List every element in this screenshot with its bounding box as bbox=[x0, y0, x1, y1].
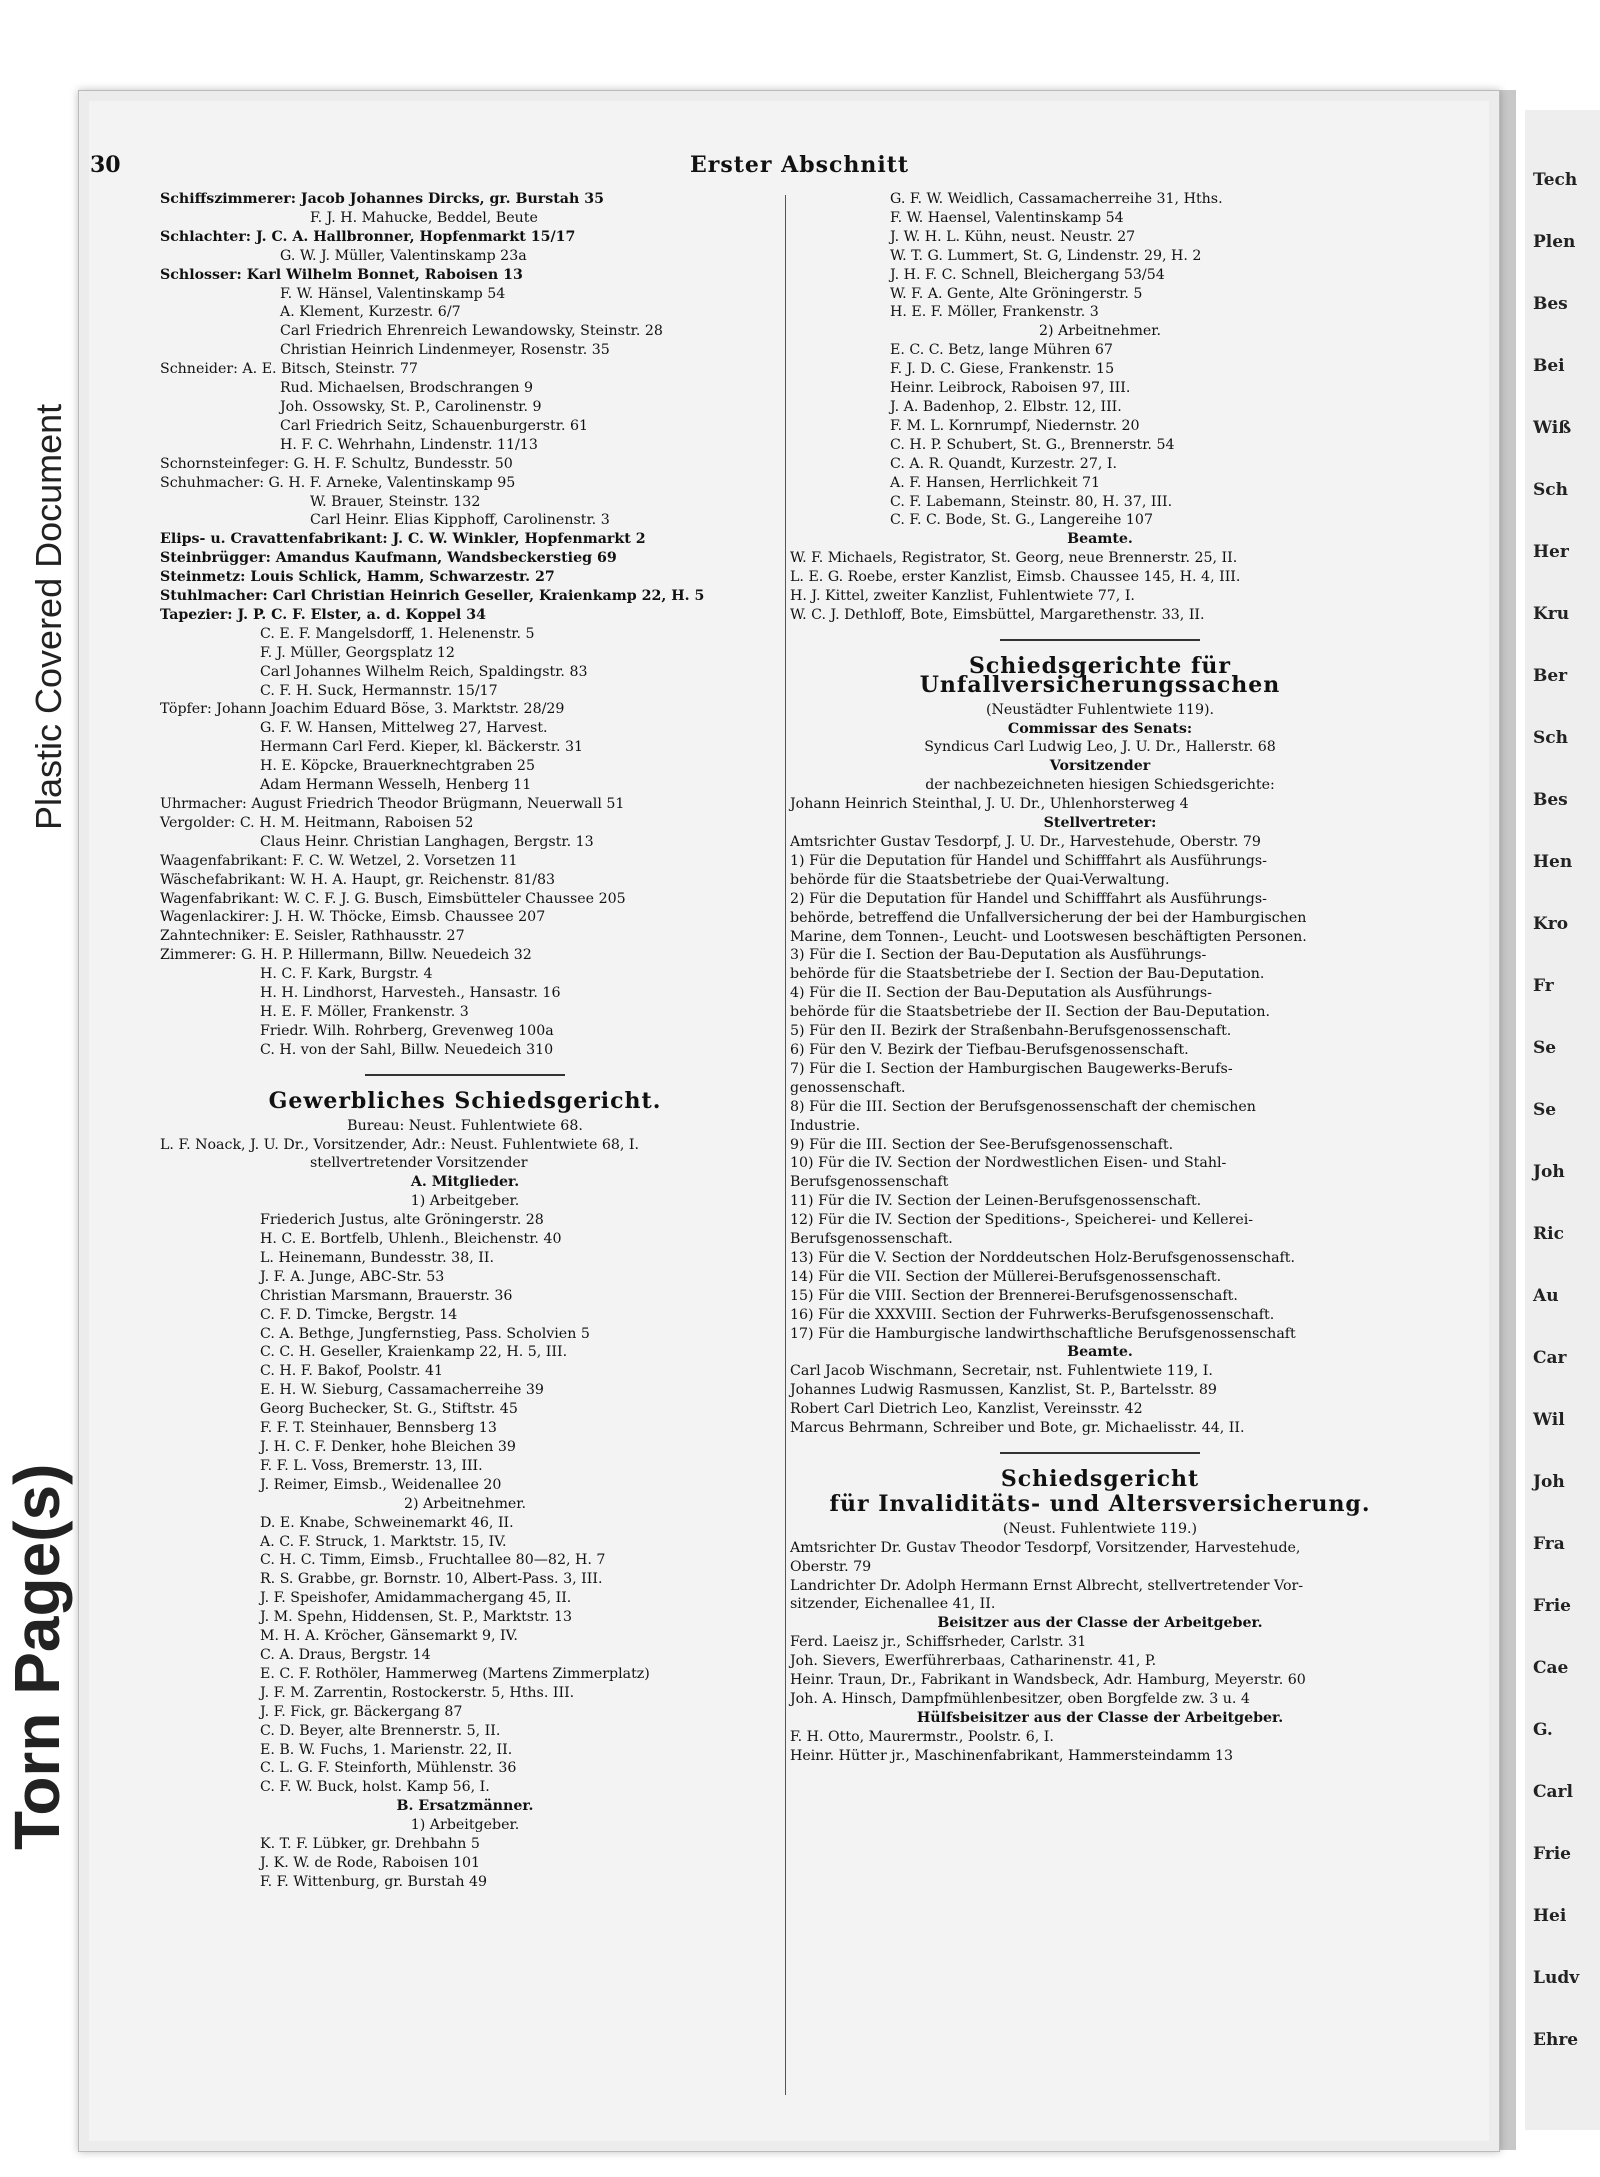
next-page-fragment: Ber bbox=[1533, 666, 1568, 686]
text-line: 9) Für die III. Section der See-Berufsgenossenschaft. bbox=[790, 1136, 1174, 1153]
text-line: F. J. H. Mahucke, Beddel, Beute bbox=[310, 209, 538, 226]
text-line: G. W. J. Müller, Valentinskamp 23a bbox=[280, 247, 527, 264]
right-top-list bbox=[790, 190, 1410, 322]
next-page-fragment: Kru bbox=[1533, 604, 1570, 624]
next-page-fragment: Ehre bbox=[1533, 2030, 1579, 2050]
unfall-title: Schiedsgerichte für Unfallversicherungssachen bbox=[919, 652, 1281, 698]
ag2-list bbox=[160, 1835, 770, 1892]
next-page-fragment: Sch bbox=[1533, 480, 1568, 500]
text-line: A. Klement, Kurzestr. 6/7 bbox=[280, 304, 461, 321]
next-page-fragment: Ludv bbox=[1533, 1968, 1580, 1988]
text-line: Industrie. bbox=[790, 1117, 861, 1134]
text-line: Joh. A. Hinsch, Dampfmühlenbesitzer, oben Borgfelde zw. 3 u. 4 bbox=[790, 1690, 1250, 1707]
an-list bbox=[160, 1514, 770, 1798]
right-an-list bbox=[790, 341, 1410, 530]
text-line: W. F. A. Gente, Alte Gröningerstr. 5 bbox=[890, 285, 1143, 302]
text-line: 13) Für die V. Section der Norddeutschen Holz-Berufsgenossenschaft. bbox=[790, 1249, 1296, 1266]
text-line: Georg Buchecker, St. G., Stiftstr. 45 bbox=[260, 1401, 518, 1418]
page-title: Erster Abschnitt bbox=[690, 152, 910, 178]
text-line: C. C. H. Geseller, Kraienkamp 22, H. 5, III. bbox=[260, 1344, 568, 1361]
text-line: Marine, dem Tonnen-, Leucht- und Lootswesen beschäftigten Personen. bbox=[790, 928, 1307, 945]
text-line: 4) Für die II. Section der Bau-Deputation als Ausführungs- bbox=[790, 985, 1212, 1002]
right-beamte-head: Beamte. bbox=[1067, 531, 1133, 548]
text-line: Steinbrügger: Amandus Kaufmann, Wandsbeckerstieg 69 bbox=[160, 550, 617, 567]
next-page-fragment: Plen bbox=[1533, 232, 1576, 252]
trade-list bbox=[160, 190, 770, 1060]
text-line: Johannes Ludwig Rasmussen, Kanzlist, St. P., Bartelsstr. 89 bbox=[790, 1382, 1217, 1399]
text-line: Oberstr. 79 bbox=[790, 1558, 872, 1575]
text-line: Ferd. Laeisz jr., Schiffsrheder, Carlstr. 31 bbox=[790, 1634, 1087, 1651]
next-page-fragment: Ric bbox=[1533, 1224, 1564, 1244]
next-page-fragment: Frie bbox=[1533, 1844, 1572, 1864]
text-line: E. H. W. Sieburg, Cassamacherreihe 39 bbox=[260, 1382, 544, 1399]
text-line: J. W. H. L. Kühn, neust. Neustr. 27 bbox=[890, 228, 1136, 245]
text-line: Schiffszimmerer: Jacob Johannes Dircks, gr. Burstah 35 bbox=[160, 191, 604, 207]
text-line: F. J. D. C. Giese, Frankenstr. 15 bbox=[890, 361, 1115, 378]
text-line: Heinr. Traun, Dr., Fabrikant in Wandsbeck, Adr. Hamburg, Meyerstr. 60 bbox=[790, 1672, 1306, 1689]
text-line: behörde für die Staatsbetriebe der I. Section der Bau-Deputation. bbox=[790, 966, 1265, 983]
text-line: C. F. C. Bode, St. G., Langereihe 107 bbox=[890, 512, 1153, 529]
text-line: M. H. A. Kröcher, Gänsemarkt 9, IV. bbox=[260, 1628, 518, 1645]
text-line: E. C. C. Betz, lange Mühren 67 bbox=[890, 342, 1113, 359]
text-line: Friedr. Wilh. Rohrberg, Grevenweg 100a bbox=[260, 1022, 554, 1039]
unfall-beamte bbox=[790, 1362, 1410, 1438]
text-line: Claus Heinr. Christian Langhagen, Bergstr. 13 bbox=[260, 833, 594, 850]
text-line: Wäschefabrikant: W. H. A. Haupt, gr. Reichenstr. 81/83 bbox=[160, 871, 556, 888]
text-line: J. F. Fick, gr. Bäckergang 87 bbox=[260, 1703, 463, 1720]
text-line: C. F. W. Buck, holst. Kamp 56, I. bbox=[260, 1779, 490, 1796]
text-line: Marcus Behrmann, Schreiber und Bote, gr. Michaelisstr. 44, II. bbox=[790, 1420, 1245, 1437]
next-page-fragment: Fr bbox=[1533, 976, 1554, 996]
next-page-fragment: Wiß bbox=[1533, 418, 1572, 438]
text-line: H. E. F. Möller, Frankenstr. 3 bbox=[890, 304, 1099, 321]
ag-list bbox=[160, 1211, 770, 1495]
invalid-title1: Schiedsgericht bbox=[1000, 1466, 1200, 1492]
text-line: F. F. T. Steinhauer, Bennsberg 13 bbox=[260, 1420, 497, 1437]
text-line: Landrichter Dr. Adolph Hermann Ernst Albrecht, stellvertretender Vor- bbox=[790, 1577, 1304, 1594]
text-line: H. E. Köpcke, Brauerknechtgraben 25 bbox=[260, 758, 535, 775]
text-line: W. T. G. Lummert, St. G, Lindenstr. 29, H. 2 bbox=[890, 247, 1202, 264]
text-line: H. J. Kittel, zweiter Kanzlist, Fuhlentwiete 77, I. bbox=[790, 588, 1135, 605]
next-page-fragment: Sch bbox=[1533, 728, 1568, 748]
text-line: Wagenfabrikant: W. C. F. J. G. Busch, Eimsbütteler Chaussee 205 bbox=[160, 890, 626, 907]
text-line: J. A. Badenhop, 2. Elbstr. 12, III. bbox=[890, 398, 1122, 415]
gewerbe-chair: L. F. Noack, J. U. Dr., Vorsitzender, Adr.: Neust. Fuhlentwiete 68, I. bbox=[160, 1136, 640, 1153]
text-line: G. F. W. Hansen, Mittelweg 27, Harvest. bbox=[260, 720, 548, 737]
text-line: Christian Heinrich Lindenmeyer, Rosenstr. 35 bbox=[280, 342, 610, 359]
text-line: Wagenlackirer: J. H. W. Thöcke, Eimsb. Chaussee 207 bbox=[160, 909, 546, 926]
next-page-fragment: G. bbox=[1533, 1720, 1553, 1740]
text-line: 2) Für die Deputation für Handel und Schifffahrt als Ausführungs- bbox=[790, 890, 1267, 907]
text-line: 1) Für die Deputation für Handel und Schifffahrt als Ausführungs- bbox=[790, 852, 1267, 869]
next-page-fragment: Wil bbox=[1533, 1410, 1565, 1430]
text-line: C. F. D. Timcke, Bergstr. 14 bbox=[260, 1306, 458, 1323]
text-line: Carl Heinr. Elias Kipphoff, Carolinenstr. 3 bbox=[310, 512, 610, 529]
invalid-addr: (Neust. Fuhlentwiete 119.) bbox=[1002, 1520, 1198, 1537]
gewerbe-ag-head: 1) Arbeitgeber. bbox=[410, 1193, 520, 1210]
text-line: 5) Für den II. Bezirk der Straßenbahn-Berufsgenossenschaft. bbox=[790, 1023, 1232, 1040]
column-divider bbox=[785, 195, 786, 2095]
text-line: 10) Für die IV. Section der Nordwestlichen Eisen- und Stahl- bbox=[790, 1155, 1227, 1172]
text-line: Waagenfabrikant: F. C. W. Wetzel, 2. Vorsetzen 11 bbox=[160, 852, 518, 869]
text-line: Carl Friedrich Ehrenreich Lewandowsky, Steinstr. 28 bbox=[280, 323, 663, 340]
text-line: J. K. W. de Rode, Raboisen 101 bbox=[260, 1854, 481, 1871]
text-line: 8) Für die III. Section der Berufsgenossenschaft der chemischen bbox=[790, 1098, 1256, 1115]
text-line: Vergolder: C. H. M. Heitmann, Raboisen 52 bbox=[160, 814, 474, 831]
text-line: Christian Marsmann, Brauerstr. 36 bbox=[260, 1287, 513, 1304]
scan-sidebar bbox=[0, 0, 73, 2177]
text-line: L. Heinemann, Bundesstr. 38, II. bbox=[260, 1249, 494, 1266]
text-line: R. S. Grabbe, gr. Bornstr. 10, Albert-Pass. 3, III. bbox=[260, 1571, 603, 1588]
invalid-title2: für Invaliditäts- und Altersversicherung. bbox=[829, 1490, 1371, 1517]
text-line: 17) Für die Hamburgische landwirthschaftliche Berufsgenossenschaft bbox=[790, 1325, 1296, 1342]
text-line: F. F. Wittenburg, gr. Burstah 49 bbox=[260, 1873, 488, 1890]
gewerbe-bureau: Bureau: Neust. Fuhlentwiete 68. bbox=[347, 1117, 583, 1134]
text-line: genossenschaft. bbox=[790, 1079, 906, 1096]
next-page-fragment: Frie bbox=[1533, 1596, 1572, 1616]
text-line: 6) Für den V. Bezirk der Tiefbau-Berufsgenossenschaft. bbox=[790, 1041, 1189, 1058]
gewerbe-an-head: 2) Arbeitnehmer. bbox=[403, 1495, 527, 1512]
section-rule bbox=[1000, 1452, 1200, 1454]
invalid-hilf bbox=[790, 1728, 1410, 1766]
text-line: F. F. L. Voss, Bremerstr. 13, III. bbox=[260, 1457, 483, 1474]
text-line: Carl Friedrich Seitz, Schauenburgerstr. 61 bbox=[280, 417, 589, 434]
unfall-vors-head: Vorsitzender bbox=[1049, 758, 1151, 775]
text-line: Hermann Carl Ferd. Kieper, kl. Bäckerstr. 31 bbox=[260, 739, 584, 756]
next-page-fragment: Carl bbox=[1533, 1782, 1573, 1802]
text-line: Joh. Ossowsky, St. P., Carolinenstr. 9 bbox=[280, 398, 542, 415]
text-line: Berufsgenossenschaft bbox=[790, 1174, 949, 1191]
text-line: Carl Johannes Wilhelm Reich, Spaldingstr. 83 bbox=[260, 663, 588, 680]
unfall-commissar-head: Commissar des Senats: bbox=[1007, 720, 1193, 737]
gewerbe-deputy: stellvertretender Vorsitzender bbox=[310, 1155, 528, 1172]
text-line: C. H. P. Schubert, St. G., Brennerstr. 54 bbox=[890, 436, 1175, 453]
text-line: F. M. L. Kornrumpf, Niedernstr. 20 bbox=[890, 417, 1140, 434]
text-line: G. F. W. Weidlich, Cassamacherreihe 31, Hths. bbox=[890, 191, 1223, 207]
next-page-fragment: Joh bbox=[1533, 1472, 1565, 1492]
text-line: Töpfer: Johann Joachim Eduard Böse, 3. Marktstr. 28/29 bbox=[160, 701, 565, 718]
next-page-fragment: Fra bbox=[1533, 1534, 1565, 1554]
unfall-items bbox=[790, 852, 1410, 1344]
text-line: Rud. Michaelsen, Brodschrangen 9 bbox=[280, 380, 534, 397]
text-line: C. L. G. F. Steinforth, Mühlenstr. 36 bbox=[260, 1760, 517, 1777]
right-an-head: 2) Arbeitnehmer. bbox=[1038, 323, 1162, 340]
text-line: Steinmetz: Louis Schlick, Hamm, Schwarzestr. 27 bbox=[160, 569, 555, 586]
text-line: C. H. F. Bakof, Poolstr. 41 bbox=[260, 1363, 444, 1380]
left-column bbox=[160, 190, 770, 1892]
text-line: J. H. F. C. Schnell, Bleichergang 53/54 bbox=[890, 266, 1165, 283]
unfall-stellv-head: Stellvertreter: bbox=[1043, 815, 1157, 832]
text-line: F. W. Haensel, Valentinskamp 54 bbox=[890, 209, 1124, 226]
text-line: behörde, betreffend die Unfallversicherung der bei der Hamburgischen bbox=[790, 909, 1307, 926]
text-line: J. F. Speishofer, Amidammachergang 45, II. bbox=[260, 1590, 572, 1607]
page-edge bbox=[1500, 90, 1516, 2150]
next-page-fragment: Hen bbox=[1533, 852, 1573, 872]
text-line: K. T. F. Lübker, gr. Drehbahn 5 bbox=[260, 1836, 480, 1853]
text-line: behörde für die Staatsbetriebe der II. Section der Bau-Deputation. bbox=[790, 1004, 1270, 1021]
text-line: C. H. von der Sahl, Billw. Neuedeich 310 bbox=[260, 1041, 554, 1058]
next-page-fragment: Car bbox=[1533, 1348, 1567, 1368]
text-line: Elips- u. Cravattenfabrikant: J. C. W. Winkler, Hopfenmarkt 2 bbox=[160, 531, 646, 548]
text-line: H. C. F. Kark, Burgstr. 4 bbox=[260, 966, 433, 983]
gewerbe-a-head: A. Mitglieder. bbox=[410, 1174, 520, 1191]
next-page-edge bbox=[1525, 110, 1600, 2130]
right-beamte-list bbox=[790, 549, 1410, 625]
text-line: E. B. W. Fuchs, 1. Marienstr. 22, II. bbox=[260, 1741, 513, 1758]
next-page-fragment: Her bbox=[1533, 542, 1569, 562]
text-line: J. F. A. Junge, ABC-Str. 53 bbox=[260, 1268, 445, 1285]
text-line: C. D. Beyer, alte Brennerstr. 5, II. bbox=[260, 1722, 501, 1739]
text-line: C. H. C. Timm, Eimsb., Fruchtallee 80—82, H. 7 bbox=[260, 1552, 606, 1569]
text-line: 14) Für die VII. Section der Müllerei-Berufsgenossenschaft. bbox=[790, 1268, 1222, 1285]
text-line: Adam Hermann Wesselh, Henberg 11 bbox=[260, 777, 532, 794]
invalid-hilf-head: Hülfsbeisitzer aus der Classe der Arbeitgeber. bbox=[916, 1709, 1284, 1726]
text-line: C. A. Draus, Bergstr. 14 bbox=[260, 1646, 431, 1663]
text-line: C. A. R. Quandt, Kurzestr. 27, I. bbox=[890, 455, 1117, 472]
gewerbe-title: Gewerbliches Schiedsgericht. bbox=[268, 1087, 662, 1114]
text-line: J. H. C. F. Denker, hohe Bleichen 39 bbox=[260, 1439, 516, 1455]
section-rule bbox=[1000, 639, 1200, 641]
page-number: 30 bbox=[90, 152, 121, 178]
text-line: J. Reimer, Eimsb., Weidenallee 20 bbox=[260, 1476, 502, 1493]
gewerbe-ag2-head: 1) Arbeitgeber. bbox=[410, 1817, 520, 1834]
text-line: H. C. E. Bortfelb, Uhlenh., Bleichenstr. 40 bbox=[260, 1231, 562, 1248]
text-line: Schneider: A. E. Bitsch, Steinstr. 77 bbox=[160, 361, 418, 378]
next-page-fragment: Se bbox=[1533, 1100, 1557, 1120]
next-page-fragment: Cae bbox=[1533, 1658, 1569, 1678]
text-line: J. M. Spehn, Hiddensen, St. P., Marktstr. 13 bbox=[260, 1609, 573, 1626]
unfall-beamte-head: Beamte. bbox=[1067, 1344, 1133, 1361]
text-line: Schornsteinfeger: G. H. F. Schultz, Bundesstr. 50 bbox=[160, 455, 513, 472]
text-line: C. F. H. Suck, Hermannstr. 15/17 bbox=[260, 682, 498, 699]
text-line: C. E. F. Mangelsdorff, 1. Helenenstr. 5 bbox=[260, 625, 535, 642]
text-line: Tapezier: J. P. C. F. Elster, a. d. Koppel 34 bbox=[160, 606, 486, 623]
text-line: L. E. G. Roebe, erster Kanzlist, Eimsb. Chaussee 145, H. 4, III. bbox=[790, 569, 1241, 586]
page-header bbox=[90, 152, 1390, 182]
text-line: W. C. J. Dethloff, Bote, Eimsbüttel, Margarethenstr. 33, II. bbox=[790, 606, 1205, 623]
next-page-fragment: Hei bbox=[1533, 1906, 1567, 1926]
text-line: C. A. Bethge, Jungfernstieg, Pass. Scholvien 5 bbox=[260, 1325, 590, 1342]
next-page-fragment: Bei bbox=[1533, 356, 1565, 376]
torn-pages-label: Torn Page(s) bbox=[1, 1463, 73, 1850]
unfall-vors-line: der nachbezeichneten hiesigen Schiedsgerichte: bbox=[925, 777, 1275, 794]
text-line: A. C. F. Struck, 1. Marktstr. 15, IV. bbox=[260, 1533, 507, 1550]
invalid-beis-head: Beisitzer aus der Classe der Arbeitgeber. bbox=[937, 1615, 1263, 1632]
text-line: J. F. M. Zarrentin, Rostockerstr. 5, Hths. III. bbox=[260, 1684, 575, 1701]
invalid-lines bbox=[790, 1539, 1410, 1615]
text-line: Uhrmacher: August Friedrich Theodor Brügmann, Neuerwall 51 bbox=[160, 796, 625, 812]
text-line: Carl Jacob Wischmann, Secretair, nst. Fuhlentwiete 119, I. bbox=[790, 1363, 1213, 1380]
text-line: Heinr. Hütter jr., Maschinenfabrikant, Hammersteindamm 13 bbox=[790, 1747, 1233, 1764]
next-page-fragment: Kro bbox=[1533, 914, 1569, 934]
text-line: A. F. Hansen, Herrlichkeit 71 bbox=[890, 474, 1101, 491]
text-line: W. F. Michaels, Registrator, St. Georg, neue Brennerstr. 25, II. bbox=[790, 550, 1238, 567]
text-line: Stuhlmacher: Carl Christian Heinrich Geseller, Kraienkamp 22, H. 5 bbox=[160, 588, 705, 605]
text-line: F. W. Hänsel, Valentinskamp 54 bbox=[280, 285, 506, 302]
next-page-fragment: Se bbox=[1533, 1038, 1557, 1058]
text-line: 15) Für die VIII. Section der Brennerei-Berufsgenossenschaft. bbox=[790, 1287, 1238, 1304]
text-line: 3) Für die I. Section der Bau-Deputation als Ausführungs- bbox=[790, 947, 1207, 964]
unfall-commissar: Syndicus Carl Ludwig Leo, J. U. Dr., Hallerstr. 68 bbox=[924, 739, 1276, 756]
text-line: Heinr. Leibrock, Raboisen 97, III. bbox=[890, 380, 1131, 397]
text-line: behörde für die Staatsbetriebe der Quai-Verwaltung. bbox=[790, 871, 1170, 888]
plastic-covered-label: Plastic Covered Document bbox=[28, 403, 69, 830]
right-column bbox=[790, 190, 1410, 1766]
text-line: Joh. Sievers, Ewerführerbaas, Catharinenstr. 41, P. bbox=[790, 1653, 1157, 1670]
text-line: Schuhmacher: G. H. F. Arneke, Valentinskamp 95 bbox=[160, 474, 516, 491]
text-line: 11) Für die IV. Section der Leinen-Berufsgenossenschaft. bbox=[790, 1193, 1202, 1210]
text-line: D. E. Knabe, Schweinemarkt 46, II. bbox=[260, 1514, 514, 1531]
invalid-beis bbox=[790, 1633, 1410, 1709]
next-page-fragment: Tech bbox=[1533, 170, 1578, 190]
text-line: Friederich Justus, alte Gröningerstr. 28 bbox=[260, 1212, 544, 1229]
section-rule bbox=[365, 1074, 565, 1076]
text-line: Amtsrichter Dr. Gustav Theodor Tesdorpf, Vorsitzender, Harvestehude, bbox=[790, 1539, 1301, 1556]
text-line: 12) Für die IV. Section der Speditions-, Speicherei- und Kellerei- bbox=[790, 1212, 1254, 1229]
next-page-fragment: Au bbox=[1533, 1286, 1559, 1306]
unfall-stellv: Amtsrichter Gustav Tesdorpf, J. U. Dr., Harvestehude, Oberstr. 79 bbox=[790, 834, 1261, 850]
text-line: Schlosser: Karl Wilhelm Bonnet, Raboisen 13 bbox=[160, 266, 523, 283]
text-line: H. F. C. Wehrhahn, Lindenstr. 11/13 bbox=[280, 436, 538, 453]
text-line: C. F. Labemann, Steinstr. 80, H. 37, III. bbox=[890, 493, 1173, 510]
unfall-addr: (Neustädter Fuhlentwiete 119). bbox=[985, 701, 1215, 718]
text-line: H. E. F. Möller, Frankenstr. 3 bbox=[260, 1003, 469, 1020]
text-line: Berufsgenossenschaft. bbox=[790, 1231, 953, 1248]
text-line: Zimmerer: G. H. P. Hillermann, Billw. Neuedeich 32 bbox=[160, 947, 532, 964]
text-line: sitzender, Eichenallee 41, II. bbox=[790, 1596, 996, 1613]
text-line: 16) Für die XXXVIII. Section der Fuhrwerks-Berufsgenossenschaft. bbox=[790, 1306, 1275, 1323]
unfall-vors: Johann Heinrich Steinthal, J. U. Dr., Uhlenhorsterweg 4 bbox=[790, 796, 1189, 813]
text-line: F. H. Otto, Maurermstr., Poolstr. 6, I. bbox=[790, 1728, 1054, 1745]
text-line: W. Brauer, Steinstr. 132 bbox=[310, 493, 481, 510]
text-line: Zahntechniker: E. Seisler, Rathhausstr. 27 bbox=[160, 928, 465, 945]
next-page-fragment: Bes bbox=[1533, 790, 1568, 810]
text-line: F. J. Müller, Georgsplatz 12 bbox=[260, 644, 455, 661]
text-line: H. H. Lindhorst, Harvesteh., Hansastr. 16 bbox=[260, 985, 561, 1002]
next-page-fragment: Joh bbox=[1533, 1162, 1565, 1182]
text-line: Schlachter: J. C. A. Hallbronner, Hopfenmarkt 15/17 bbox=[160, 228, 576, 245]
next-page-fragment: Bes bbox=[1533, 294, 1568, 314]
text-line: E. C. F. Rothöler, Hammerweg (Martens Zimmerplatz) bbox=[260, 1665, 650, 1682]
gewerbe-b-head: B. Ersatzmänner. bbox=[396, 1798, 534, 1815]
text-line: Robert Carl Dietrich Leo, Kanzlist, Vereinsstr. 42 bbox=[790, 1401, 1143, 1418]
text-line: 7) Für die I. Section der Hamburgischen Baugewerks-Berufs- bbox=[790, 1060, 1233, 1077]
